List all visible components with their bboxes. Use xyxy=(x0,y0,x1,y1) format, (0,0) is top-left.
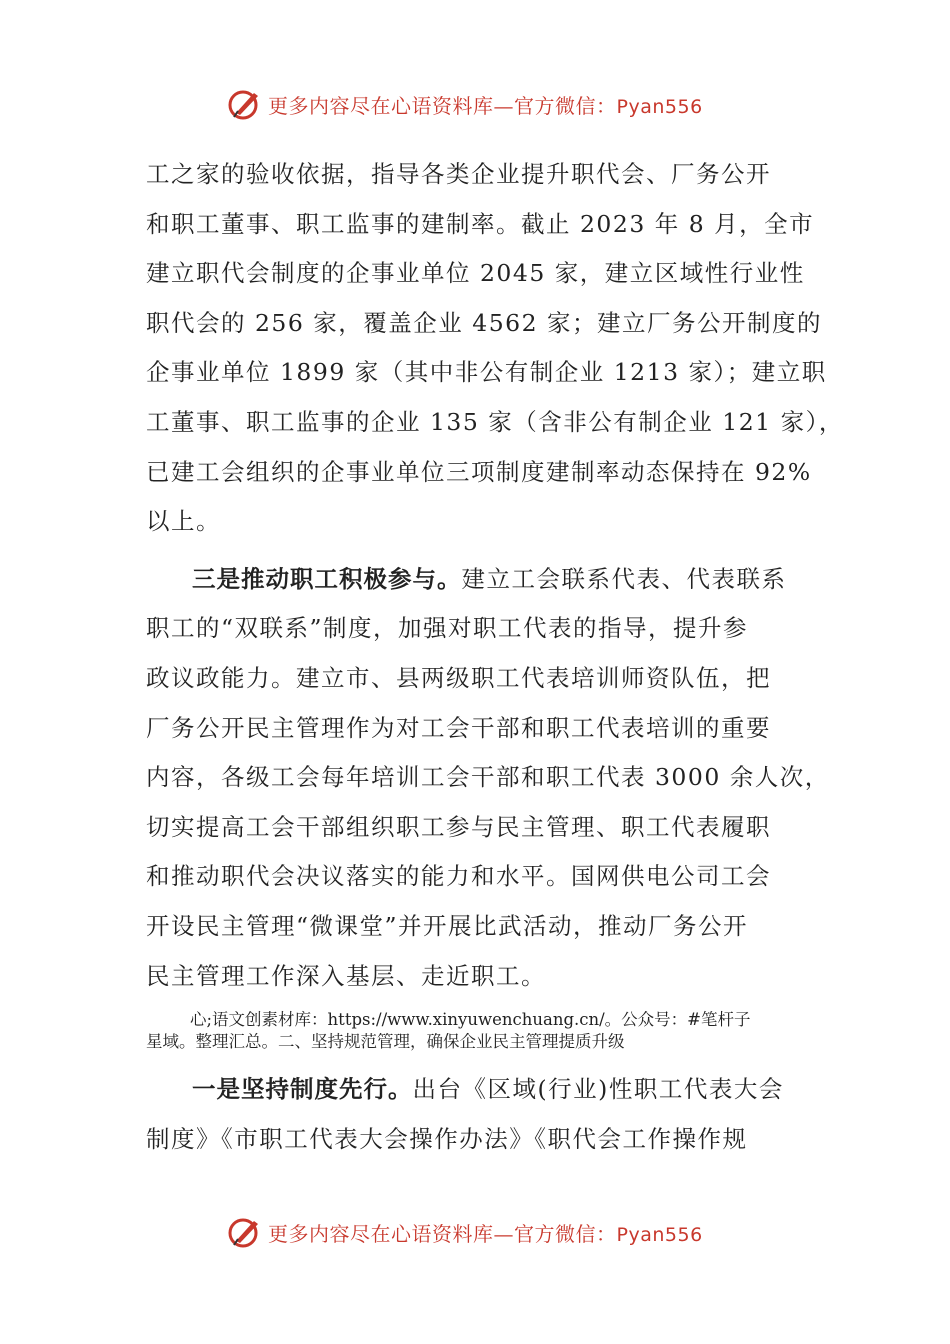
text-line: 建立职代会制度的企事业单位 2045 家，建立区域性行业性 xyxy=(146,259,805,288)
text-line: 制度》《市职工代表大会操作办法》《职代会工作操作规 xyxy=(146,1124,748,1153)
text-line: 政议政能力。建立市、县两级职工代表培训师资队伍，把 xyxy=(146,663,771,692)
paragraph-3-first-line: 一是坚持制度先行。出台《区域(行业)性职工代表大会 xyxy=(192,1075,784,1104)
text-line: 和职工董事、职工监事的建制率。截止 2023 年 8 月，全市 xyxy=(146,209,815,238)
text-line: 工之家的验收依据，指导各类企业提升职代会、厂务公开 xyxy=(146,160,771,188)
text-line: 以上。 xyxy=(146,507,221,536)
text-line: 和推动职代会决议落实的能力和水平。国网供电公司工会 xyxy=(146,862,771,891)
note-line-2: 星域。整理汇总。二、坚持规范管理，确保企业民主管理提质升级 xyxy=(146,1032,625,1052)
text-line: 开设民主管理“微课堂”并开展比武活动，推动厂务公开 xyxy=(146,911,749,940)
text-line: 民主管理工作深入基层、走近职工。 xyxy=(146,961,546,990)
text-line: 切实提高工会干部组织职工参与民主管理、职工代表履职 xyxy=(146,812,771,841)
banner-text: 更多内容尽在心语资料库—官方微信：Pyan556 xyxy=(268,1221,703,1246)
banner-text: 更多内容尽在心语资料库—官方微信：Pyan556 xyxy=(268,93,703,118)
text-line: 工董事、职工监事的企业 135 家（含非公有制企业 121 家）， xyxy=(146,407,844,436)
quill-pen-logo-icon xyxy=(228,87,262,121)
paragraph-2 xyxy=(146,555,830,1001)
document-body xyxy=(146,150,844,1164)
text-line: 内容，各级工会每年培训工会干部和职工代表 3000 余人次， xyxy=(146,763,830,792)
source-note xyxy=(146,1009,816,1053)
text-line: 职工的“双联系”制度，加强对职工代表的指导，提升参 xyxy=(146,614,749,643)
text-line: 已建工会组织的企事业单位三项制度建制率动态保持在 92% xyxy=(146,457,812,486)
footer-banner xyxy=(228,1212,748,1252)
paragraph-3 xyxy=(146,1065,816,1164)
text-line: 职代会的 256 家，覆盖企业 4562 家；建立厂务公开制度的 xyxy=(146,308,823,337)
paragraph-2-first-line: 三是推动职工积极参与。建立工会联系代表、代表联系 xyxy=(192,564,787,593)
text-line: 厂务公开民主管理作为对工会干部和职工代表培训的重要 xyxy=(146,713,771,742)
header-banner xyxy=(228,84,748,124)
quill-pen-logo-icon xyxy=(228,1215,262,1249)
text-line: 企事业单位 1899 家（其中非公有制企业 1213 家）；建立职 xyxy=(146,358,827,387)
paragraph-3-heading: 一是坚持制度先行。 xyxy=(192,1075,413,1104)
paragraph-1 xyxy=(146,150,844,547)
note-line-1: 心;语文创素材库：https://www.xinyuwenchuang.cn/。公众号：#笔杆子 xyxy=(190,1010,751,1030)
paragraph-2-heading: 三是推动职工积极参与。 xyxy=(192,564,462,593)
